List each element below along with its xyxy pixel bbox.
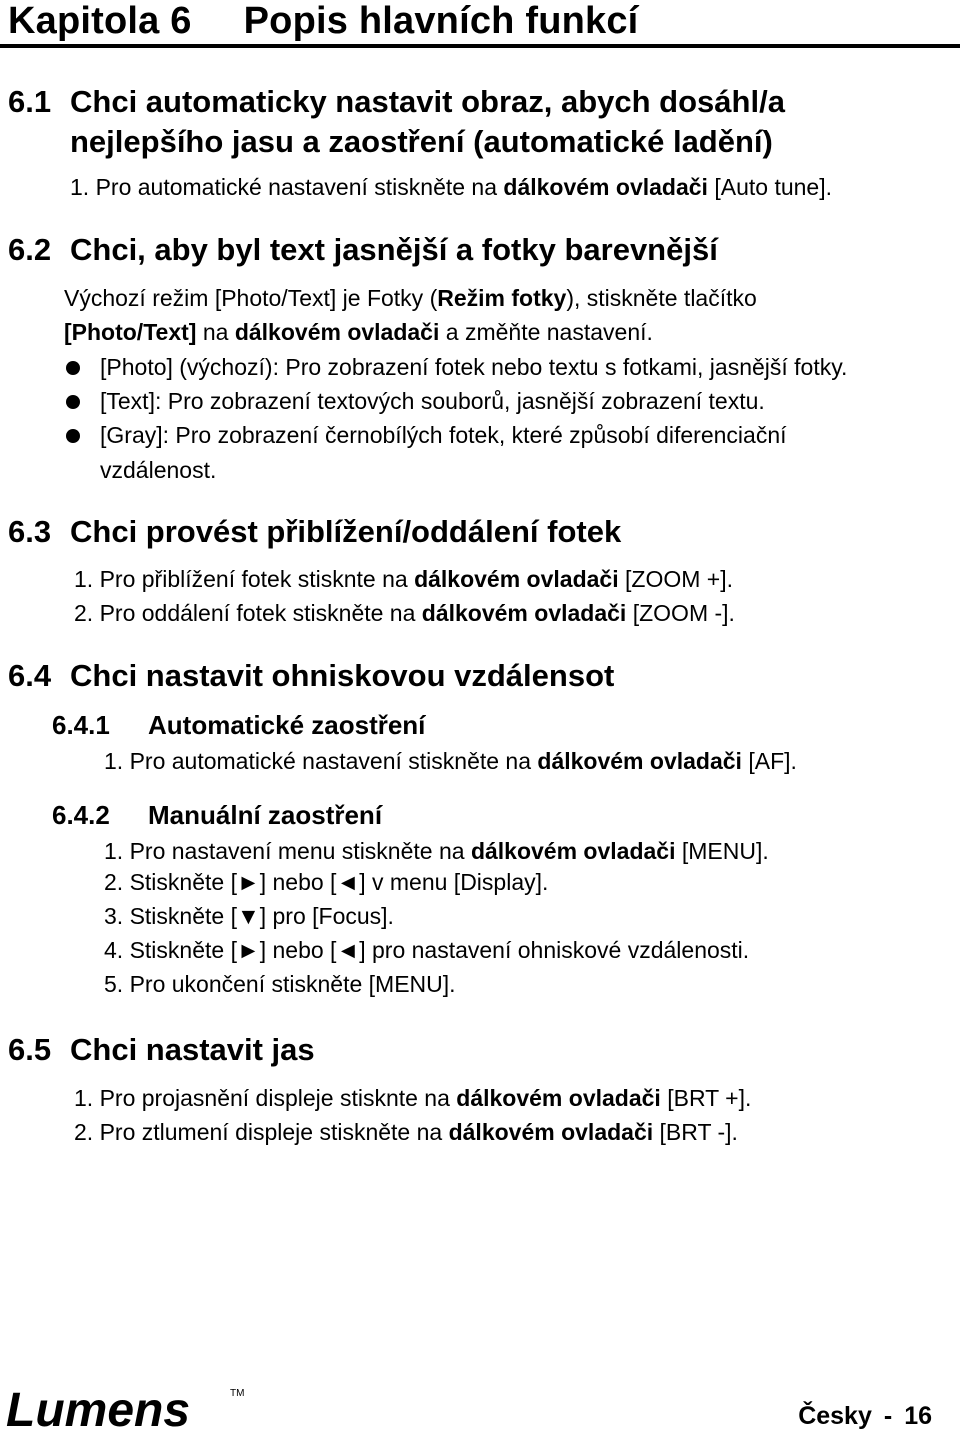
chapter-title [8,0,638,43]
svg-text:TM: TM [230,1388,245,1399]
bullet-text: [Text]: Pro zobrazení textových souborů, jasnější zobrazení textu. [100,388,765,414]
subsection-6-4-2-step-2: 2. Stiskněte [►] nebo [◄] v menu [Display]. [104,869,549,895]
subsection-6-4-1-heading: 6.4.1 Automatické zaostření [52,710,426,740]
subsection-6-4-2-step-3: 3. Stiskněte [▼] pro [Focus]. [104,903,394,929]
section-6-2-intro-1: Výchozí režim [Photo/Text] je Fotky (Režim fotky), stiskněte tlačítko [64,285,757,311]
section-6-5-step-2: 2. Pro ztlumení displeje stiskněte na dálkovém ovladači [BRT -]. [74,1119,738,1145]
section-title: Chci nastavit ohniskovou vzdálensot [70,658,615,693]
section-title: Chci provést přiblížení/oddálení fotek [70,514,622,549]
page-footer [798,1402,932,1431]
section-6-1-heading [8,82,785,162]
subsection-6-4-1-step-1: 1. Pro automatické nastavení stiskněte na dálkovém ovladači [AF]. [104,748,797,774]
section-6-2-heading [8,230,718,270]
bullet-dot [66,395,80,409]
section-6-2-intro-2: [Photo/Text] na dálkovém ovladači a změňte nastavení. [64,319,653,345]
section-title-continued: nejlepšího jasu a zaostření (automatické ladění) [70,124,773,159]
bullet-dot [66,361,80,375]
svg-text:Lumens: Lumens [6,1384,191,1437]
bullet-gray-continued: vzdálenost. [100,457,217,483]
section-6-3-step-1: 1. Pro přiblížení fotek stisknte na dálkovém ovladači [ZOOM +]. [74,566,733,592]
section-title: Chci automaticky nastavit obraz, abych dosáhl/a [70,84,785,119]
bullet-photo: [Photo] (výchozí): Pro zobrazení fotek nebo textu s fotkami, jasnější fotky. [100,354,848,380]
footer-separator: - [883,1402,893,1430]
subsection-6-4-2-step-1: 1. Pro nastavení menu stiskněte na dálkovém ovladači [MENU]. [104,838,769,864]
section-6-3-heading [8,512,621,552]
chapter-number: Kapitola 6 [8,0,192,42]
section-number: 6.3 [8,514,52,549]
section-number: 6.4 [8,658,52,693]
chapter-name: Popis hlavních funkcí [243,0,639,42]
subsection-6-4-2-heading: 6.4.2 Manuální zaostření [52,800,383,830]
section-number: 6.5 [8,1032,52,1067]
section-6-1-step-1: 1. Pro automatické nastavení stiskněte na dálkovém ovladači [Auto tune]. [70,174,832,200]
chapter-divider [0,44,960,48]
section-6-5-heading [8,1030,315,1070]
section-6-3-step-2: 2. Pro oddálení fotek stiskněte na dálkovém ovladači [ZOOM -]. [74,600,735,626]
language-label: Česky [798,1402,872,1430]
section-number: 6.2 [8,232,52,267]
bullet-dot [66,429,80,443]
bullet-gray: [Gray]: Pro zobrazení černobílých fotek, které způsobí diferenciační [100,422,787,448]
subsection-6-4-2-step-5: 5. Pro ukončení stiskněte [MENU]. [104,971,456,997]
section-title: Chci, aby byl text jasnější a fotky barevnější [70,232,718,267]
section-title: Chci nastavit jas [70,1032,315,1067]
lumens-logo [4,1382,254,1438]
page-number: 16 [904,1402,932,1430]
subsection-6-4-2-step-4: 4. Stiskněte [►] nebo [◄] pro nastavení ohniskové vzdálenosti. [104,937,750,963]
section-6-4-heading [8,656,614,696]
section-6-5-step-1: 1. Pro projasnění displeje stisknte na dálkovém ovladači [BRT +]. [74,1085,752,1111]
section-number: 6.1 [8,84,52,119]
